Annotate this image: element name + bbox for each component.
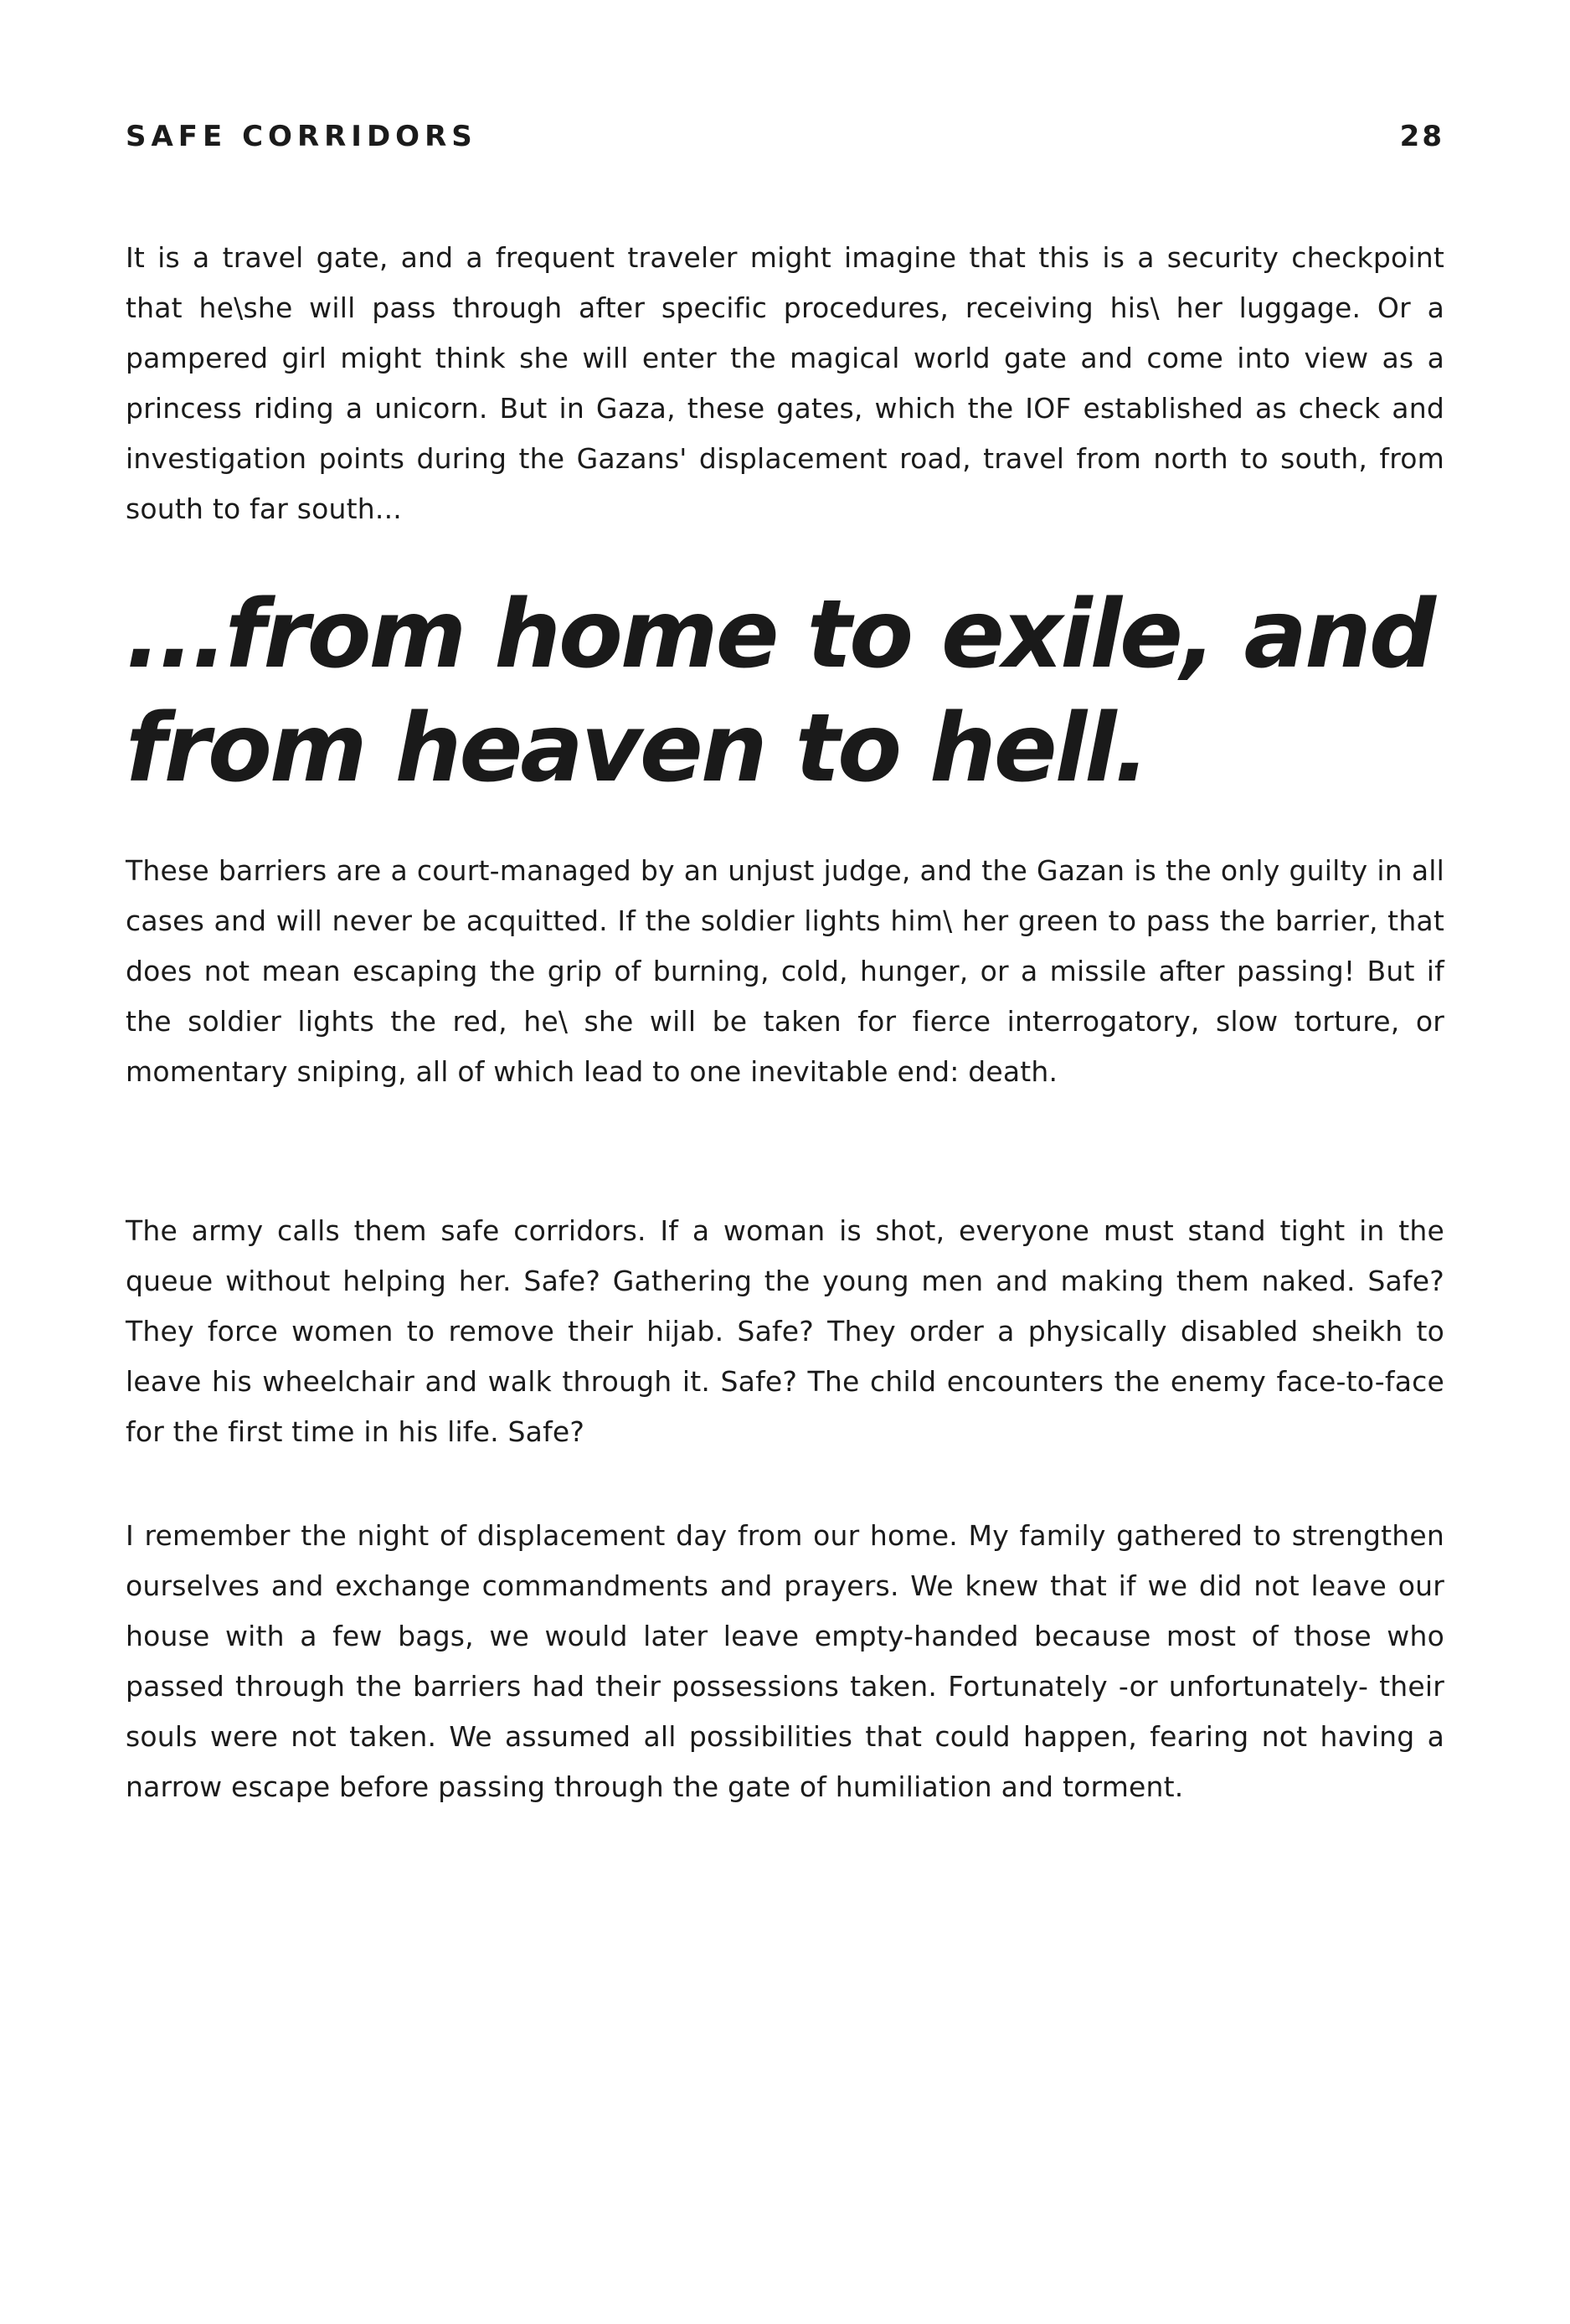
body-paragraph-1: It is a travel gate, and a frequent traveler might imagine that this is a security checkpoint that he\she will pass through after specific procedures, receiving his\ her luggage. Or a pampered girl might think she will enter the magical world gate and come into view as a princess riding a unicorn. But in Gaza, these gates, which the IOF established as check and investigation points during the Gazans' displacement road, travel from north to south, from south to far south... xyxy=(126,241,1444,525)
running-header xyxy=(126,116,1444,157)
body-paragraph-3: The army calls them safe corridors. If a woman is shot, everyone must stand tight in the queue without helping her. Safe? Gathering the young men and making them naked. Safe? They force women to remove their hijab. Safe? They order a physically disabled sheikh to leave his wheelchair and walk through it. Safe? The child encounters the enemy face-to-face for the first time in his life. Safe? xyxy=(126,1214,1444,1448)
pull-quote: ...from home to exile, and from heaven to hell. xyxy=(126,580,1434,803)
page-number: 28 xyxy=(1399,120,1444,153)
body-paragraph-2: These barriers are a court-managed by an unjust judge, and the Gazan is the only guilty in all cases and will never be acquitted. If the soldier lights him\ her green to pass the barrier, that does not mean escaping the grip of burning, cold, hunger, or a missile after passing! But if the soldier lights the red, he\ she will be taken for fierce interrogatory, slow torture, or momentary sniping, all of which lead to one inevitable end: death. xyxy=(126,854,1444,1088)
section-title: SAFE CORRIDORS xyxy=(126,120,477,153)
body-paragraph-4: I remember the night of displacement day from our home. My family gathered to strengthen ourselves and exchange commandments and prayers. We knew that if we did not leave our house with a few bags, we would later leave empty-handed because most of those who passed through the barriers had their possessions taken. Fortunately -or unfortunately- their souls were not taken. We assumed all possibilities that could happen, fearing not having a narrow escape before passing through the gate of humiliation and torment. xyxy=(126,1519,1444,1803)
